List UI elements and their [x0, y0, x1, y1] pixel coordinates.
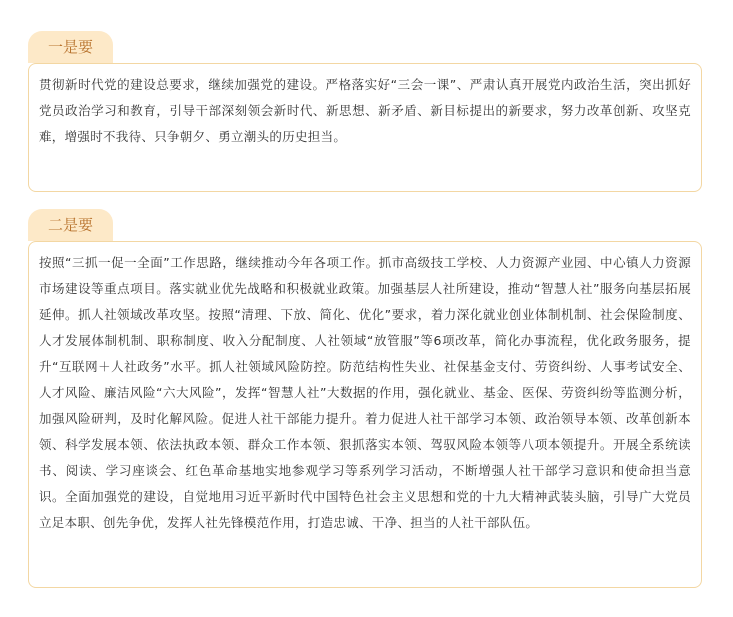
- section-one-text: 贯彻新时代党的建设总要求，继续加强党的建设。严格落实好“三会一课”、严肃认真开展党内政治生活，突出抓好党员政治学习和教育，引导干部深刻领会新时代、新思想、新矛盾、新目标提出的新要求，努力改革创新、攻坚克难，增强时不我待、只争朝夕、勇立潮头的历史担当。: [28, 63, 702, 192]
- section-one-tab: 一是要: [28, 31, 113, 63]
- section-two-tab: 二是要: [28, 209, 113, 241]
- section-two-text: 按照“三抓一促一全面”工作思路，继续推动今年各项工作。抓市高级技工学校、人力资源产业园、中心镇人力资源市场建设等重点项目。落实就业优先战略和积极就业政策。加强基层人社所建设，推动“智慧人社”服务向基层拓展延伸。抓人社领域改革攻坚。按照“清理、下放、简化、优化”要求，着力深化就业创业体制机制、社会保险制度、人才发展体制机制、职称制度、收入分配制度、人社领域“放管服”等6项改革，简化办事流程，优化政务服务，提升“互联网＋人社政务”水平。抓人社领域风险防控。防范结构性失业、社保基金支付、劳资纠纷、人事考试安全、人才风险、廉洁风险“六大风险”，发挥“智慧人社”大数据的作用，强化就业、基金、医保、劳资纠纷等监测分析，加强风险研判，及时化解风险。促进人社干部能力提升。着力促进人社干部学习本领、政治领导本领、改革创新本领、科学发展本领、依法执政本领、群众工作本领、狠抓落实本领、驾驭风险本领等八项本领提升。开展全系统读书、阅读、学习座谈会、红色革命基地实地参观学习等系列学习活动，不断增强人社干部学习意识和使命担当意识。全面加强党的建设，自觉地用习近平新时代中国特色社会主义思想和党的十九大精神武装头脑，引导广大党员立足本职、创先争优，发挥人社先锋模范作用，打造忠诚、干净、担当的人社干部队伍。: [28, 241, 702, 588]
